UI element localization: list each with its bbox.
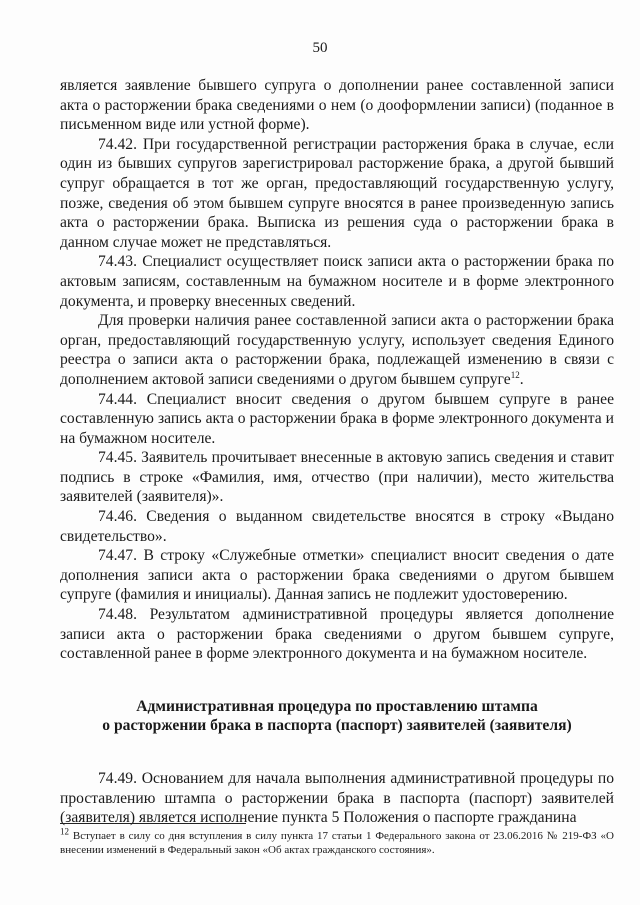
page-number: 50 xyxy=(312,40,328,56)
section-heading-line-1: Административная процедура по проставлению штампа xyxy=(136,697,538,715)
paragraph-74-45: 74.45. Заявитель прочитывает внесенные в актовую запись сведения и ставит подпись в строке «Фамилия, имя, отчество (при наличии), место жительства заявителей (заявителя)». xyxy=(60,449,614,506)
paragraph-registry-check-text: Для проверки наличия ранее составленной записи акта о расторжении брака орган, предоставляющий государственную услугу, использует сведения Единого реестра о записи акта о расторжении брака, подлежащей изменению в связи с дополнением актовой записи сведениями о другом бывшем супруге xyxy=(60,312,614,388)
footnote-separator xyxy=(60,823,246,824)
paragraph-74-48: 74.48. Результатом административной процедуры является дополнение записи акта о расторжении брака сведениями о другом бывшем супруге, составленной ранее в форме электронного документа и на бумажном носителе. xyxy=(60,606,614,663)
paragraph-continuation: является заявление бывшего супруга о дополнении ранее составленной записи акта о расторжении брака сведениями о нем (о дооформлении записи) (поданное в письменном виде или устной форме). xyxy=(60,77,614,134)
paragraph-74-46: 74.46. Сведения о выданном свидетельстве вносятся в строку «Выдано свидетельство». xyxy=(60,508,614,545)
footnote-reference: 12 xyxy=(510,369,520,380)
footnote-text: Вступает в силу со дня вступления в силу пункта 17 статьи 1 Федерального закона от 23.06.2016 № 219-ФЗ «О внесении изменений в Федеральный закон «Об актах гражданского состояния». xyxy=(60,830,614,856)
section-heading xyxy=(60,697,614,736)
document-body xyxy=(60,76,614,828)
section-heading-line-2: о расторжении брака в паспорта (паспорт) заявителей (заявителя) xyxy=(102,717,572,735)
paragraph-registry-check-end: . xyxy=(519,370,524,388)
paragraph-74-44: 74.44. Специалист вносит сведения о другом бывшем супруге в ранее составленную запись акта о расторжении брака в форме электронного документа и на бумажном носителе. xyxy=(60,390,614,447)
paragraph-registry-check xyxy=(60,311,614,389)
paragraph-74-49: 74.49. Основанием для начала выполнения административной процедуры по проставлению штампа о расторжении брака в паспорта (паспорт) заявителей (заявителя) является исполнение пункта 5 Положения о паспорте гражданина xyxy=(60,770,614,827)
paragraph-74-43: 74.43. Специалист осуществляет поиск записи акта о расторжении брака по актовым записям, составленным на бумажном носителе и в форме электронного документа, и проверку внесенных сведений. xyxy=(60,253,614,310)
paragraph-74-47: 74.47. В строку «Служебные отметки» специалист вносит сведения о дате дополнения записи акта о расторжении брака сведениями о другом бывшем супруге (фамилия и инициалы). Данная запись не подлежит удостоверению. xyxy=(60,547,614,604)
paragraph-74-42: 74.42. При государственной регистрации расторжения брака в случае, если один из бывших супругов зарегистрировал расторжение брака, а другой бывший супруг обращается в тот же орган, предоставляющий государственную услугу, позже, сведения об этом бывшем супруге вносятся в ранее произведенную запись акта о расторжении брака. Выписка из решения суда о расторжении брака в данном случае может не представляться. xyxy=(60,135,614,251)
footnote xyxy=(60,826,614,857)
footnote-mark: 12 xyxy=(60,826,69,837)
